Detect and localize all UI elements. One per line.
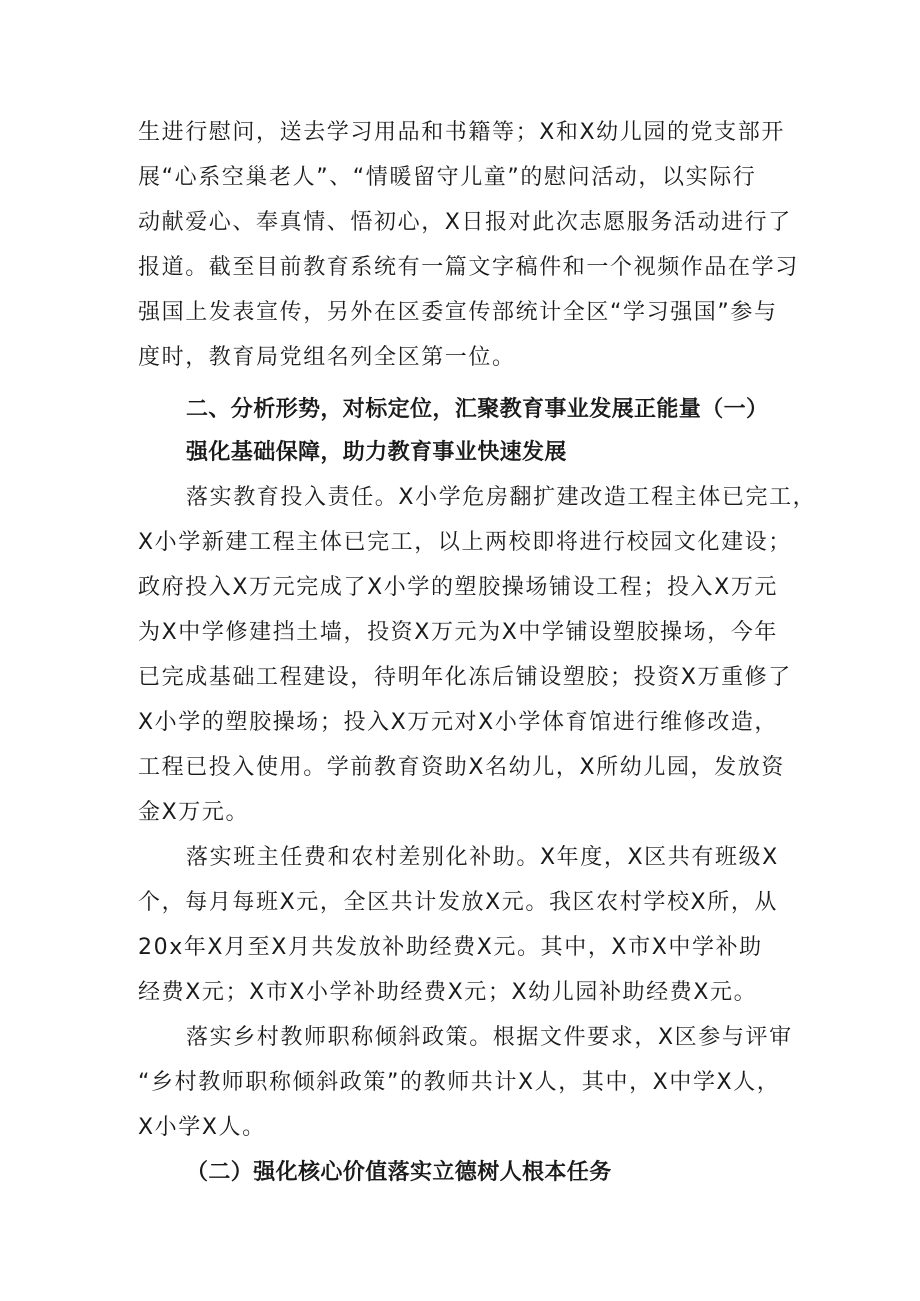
body-text-line: 金X万元。	[138, 800, 250, 825]
body-text-line: 展“心系空巢老人”、“情暖留守儿童”的慰问活动，以实际行	[138, 165, 757, 190]
body-text-line: X小学的塑胶操场；投入X万元对X小学体育馆进行维修改造，	[138, 710, 779, 735]
body-text-line: 工程已投入使用。学前教育资助X名幼儿，X所幼儿园，发放资	[138, 755, 785, 780]
body-text-line: 动献爱心、奉真情、悟初心，X日报对此次志愿服务活动进行了	[138, 210, 792, 235]
body-text-line: 度时，教育局党组名列全区第一位。	[138, 345, 516, 370]
body-text-line: 报道。截至目前教育系统有一篇文字稿件和一个视频作品在学习	[138, 255, 799, 280]
body-text-line: 经费X元；X市X小学补助经费X元；X幼儿园补助经费X元。	[138, 980, 758, 1005]
section-heading: 二、分析形势，对标定位，汇聚教育事业发展正能量（一）	[186, 397, 769, 422]
body-text-line: 政府投入X万元完成了X小学的塑胶操场铺设工程；投入X万元	[138, 575, 779, 600]
body-text-line: 落实班主任费和农村差别化补助。X年度，X区共有班级X	[186, 845, 779, 870]
body-text-line: 强国上发表宣传，另外在区委宣传部统计全区“学习强国”参与	[138, 300, 778, 325]
body-text-line: 已完成基础工程建设，待明年化冻后铺设塑胶；投资X万重修了	[138, 665, 792, 690]
body-text-line: 个，每月每班X元，全区共计发放X元。我区农村学校X所，从	[138, 890, 779, 915]
body-text-line: 20x年X月至X月共发放补助经费X元。其中，X市X中学补助	[138, 935, 763, 960]
section-heading-continued: 强化基础保障，助力教育事业快速发展	[186, 440, 567, 465]
body-text-line: 为X中学修建挡土墙，投资X万元为X中学铺设塑胶操场，今年	[138, 620, 779, 645]
body-text-line: 生进行慰问，送去学习用品和书籍等；X和X幼儿园的党支部开	[138, 120, 785, 145]
body-text-line: X小学新建工程主体已完工，以上两校即将进行校园文化建设；	[138, 530, 792, 555]
body-text-line: “乡村教师职称倾斜政策”的教师共计X人，其中，X中学X人，	[138, 1070, 781, 1095]
body-text-line: X小学X人。	[138, 1115, 266, 1140]
subsection-heading: （二）强化核心价值落实立德树人根本任务	[186, 1160, 612, 1185]
body-text-line: 落实教育投入责任。X小学危房翻扩建改造工程主体已完工，	[186, 485, 817, 510]
body-text-line: 落实乡村教师职称倾斜政策。根据文件要求，X区参与评审	[186, 1025, 793, 1050]
